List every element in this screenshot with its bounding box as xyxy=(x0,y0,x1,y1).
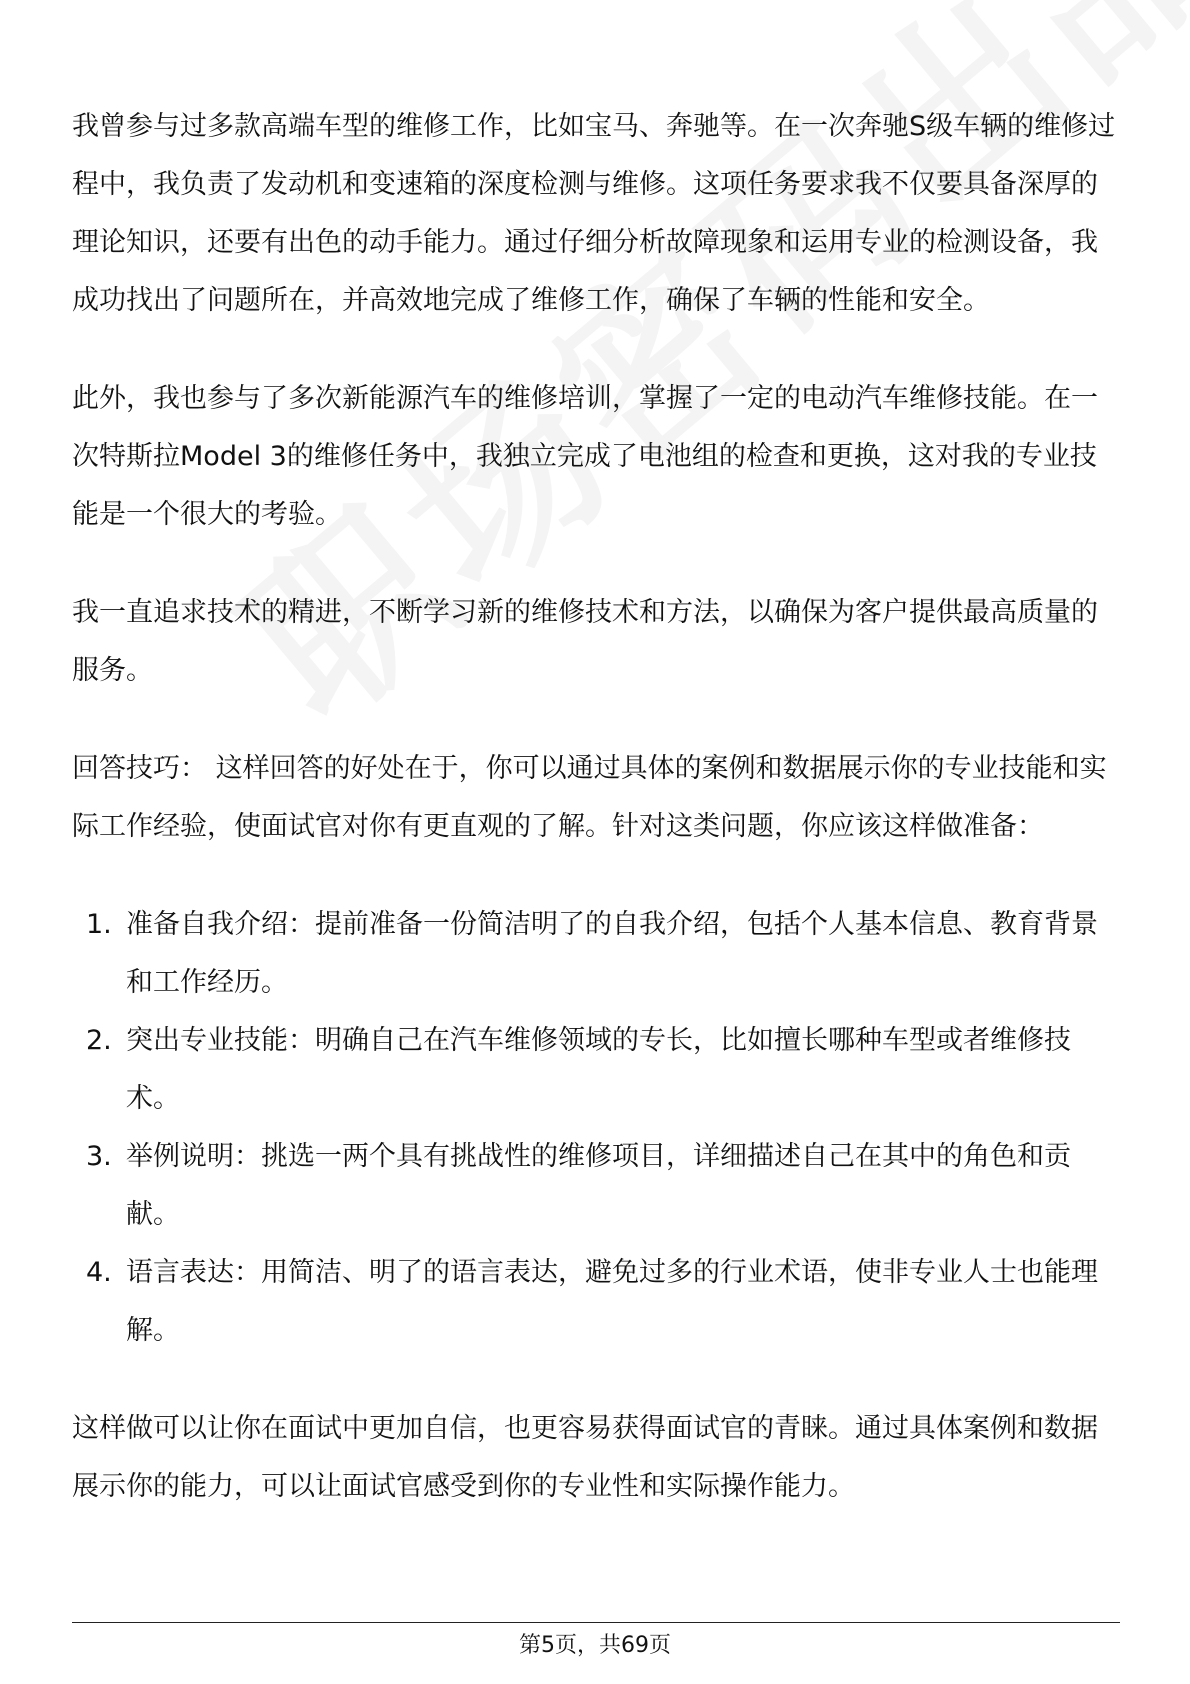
list-item-text: 突出专业技能：明确自己在汽车维修领域的专长，比如擅长哪种车型或者维修技术。 xyxy=(126,1025,1071,1114)
list-item xyxy=(72,1012,1120,1128)
list-item-number: 3. xyxy=(86,1141,112,1172)
list-item xyxy=(72,1128,1120,1244)
page-number: 第5页，共69页 xyxy=(519,1633,671,1658)
list-item xyxy=(72,1244,1120,1360)
list-item-number: 4. xyxy=(86,1257,112,1288)
list-item xyxy=(72,896,1120,1012)
list-item-text: 准备自我介绍：提前准备一份简洁明了的自我介绍，包括个人基本信息、教育背景和工作经历。 xyxy=(126,909,1098,998)
tips-list xyxy=(72,896,1120,1360)
paragraph-new-energy: 此外，我也参与了多次新能源汽车的维修培训，掌握了一定的电动汽车维修技能。在一次特斯拉Model 3的维修任务中，我独立完成了电池组的检查和更换，这对我的专业技能是一个很大的考验。 xyxy=(72,383,1098,530)
paragraph-experience: 我曾参与过多款高端车型的维修工作，比如宝马、奔驰等。在一次奔驰S级车辆的维修过程中，我负责了发动机和变速箱的深度检测与维修。这项任务要求我不仅要具备深厚的理论知识，还要有出色的动手能力。通过仔细分析故障现象和运用专业的检测设备，我成功找出了问题所在，并高效地完成了维修工作，确保了车辆的性能和安全。 xyxy=(72,111,1116,316)
list-item-number: 1. xyxy=(86,909,112,940)
footer-divider xyxy=(72,1622,1120,1623)
list-item-text: 举例说明：挑选一两个具有挑战性的维修项目，详细描述自己在其中的角色和贡献。 xyxy=(126,1141,1071,1230)
paragraph-answer-tips: 回答技巧： 这样回答的好处在于，你可以通过具体的案例和数据展示你的专业技能和实际工作经验，使面试官对你有更直观的了解。针对这类问题，你应该这样做准备： xyxy=(72,753,1107,842)
list-item-number: 2. xyxy=(86,1025,112,1056)
paragraph-pursuit: 我一直追求技术的精进，不断学习新的维修技术和方法，以确保为客户提供最高质量的服务。 xyxy=(72,597,1098,686)
list-item-text: 语言表达：用简洁、明了的语言表达，避免过多的行业术语，使非专业人士也能理解。 xyxy=(126,1257,1098,1346)
paragraph-conclusion: 这样做可以让你在面试中更加自信，也更容易获得面试官的青睐。通过具体案例和数据展示你的能力，可以让面试官感受到你的专业性和实际操作能力。 xyxy=(72,1413,1098,1502)
document-body xyxy=(72,98,1120,1556)
